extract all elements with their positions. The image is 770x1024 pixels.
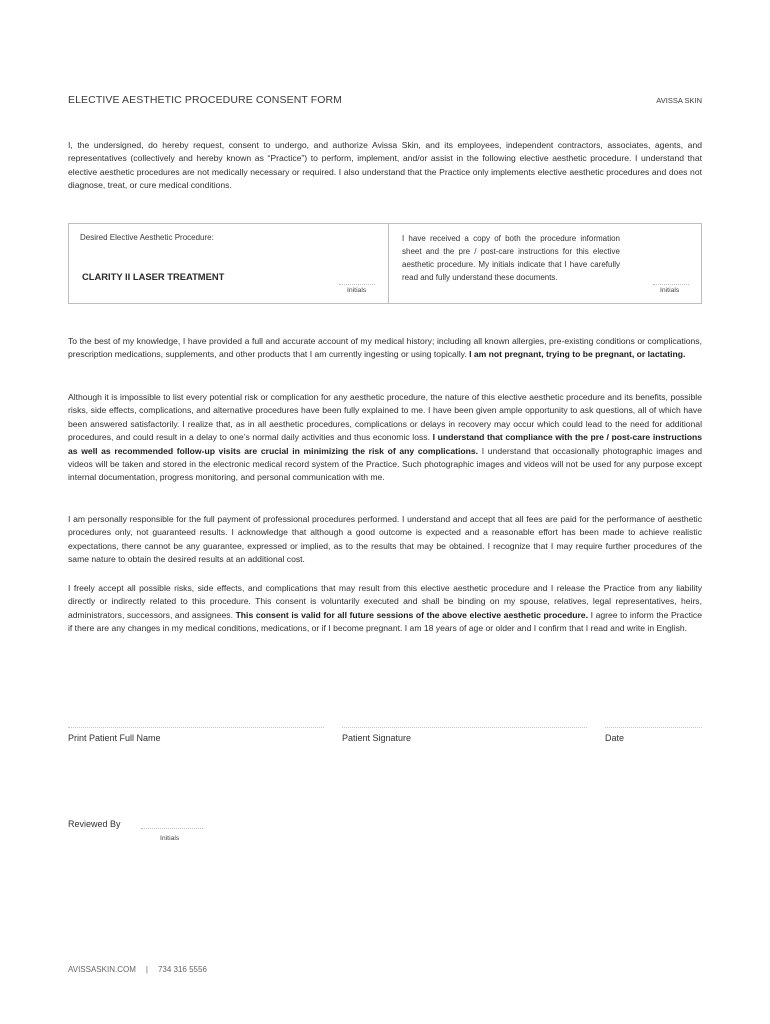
risks-paragraph: Although it is impossible to list every potential risk or complication for any aesthetic procedure, the nature of this elective aesthetic procedure and its benefits, possible risks, side effects, complications, and alternative procedures have been fully explained to me. I have been given ample opportunity to ask questions, all of which have been answered satisfactorily. I realize that, as in all aesthetic procedures, complications or delays in recovery may occur which could lead to the need for additional procedures, and could result in a delay to one’s normal daily activities and thus economic loss. I understand that compliance with the pre / post-care instructions as well as recommended follow-up visits are crucial in minimizing the risk of any complications. I understand that occasionally photographic images and videos will be taken and stored in the electronic medical record system of the Practice. Such photographic images and videos will not be used for any purpose except internal documentation, progress monitoring, and personal communication with me. (68, 392, 703, 483)
acknowledgement-initials-label: Initials (660, 287, 680, 294)
patient-signature-field[interactable] (342, 727, 587, 728)
acknowledgement-initials-field[interactable] (653, 284, 689, 285)
date-label: Date (605, 733, 625, 743)
date-field[interactable] (605, 727, 702, 728)
reviewed-by-label: Reviewed By (68, 819, 121, 829)
release-paragraph: I freely accept all possible risks, side effects, and complications that may result from this elective aesthetic procedure and I release the Practice from any liability directly or indirectly related to this procedure. This consent is voluntarily executed and shall be binding on my spouse, relatives, legal representatives, heirs, administrators, successors, and assignees. This consent is valid for all future sessions of the above elective aesthetic procedure. I agree to inform the Practice if there are any changes in my medical conditions, medications, or if I become pregnant. I am 18 years of age or older and I confirm that I read and write in English. (68, 583, 702, 634)
footer-separator: | (145, 965, 148, 974)
intro-paragraph: I, the undersigned, do hereby request, consent to undergo, and authorize Avissa Skin, and its employees, independent contractors, associates, agents, and representatives (collectively and hereby known as “Practice”) to perform, implement, and/or assist in the following elective aesthetic procedure. I understand that elective aesthetic procedures are not medically necessary or required. I also understand that the Practice only implements elective aesthetic procedures and does not diagnose, treat, or cure medical conditions. (68, 140, 702, 191)
consent-validity-statement: This consent is valid for all future sessions of the above elective aesthetic procedure. (235, 609, 588, 620)
footer-phone: 734 316 5556 (157, 965, 207, 974)
procedure-value: CLARITY II LASER TREATMENT (82, 271, 225, 282)
patient-name-field[interactable] (68, 727, 324, 728)
procedure-initials-field[interactable] (339, 284, 375, 285)
procedure-initials-label: Initials (347, 287, 367, 294)
reviewer-initials-field[interactable] (141, 828, 203, 829)
compliance-statement: I understand that compliance with the pre / post-care instructions as well as recommended follow-up visits are crucial in minimizing the risk of any complications. (68, 432, 702, 456)
brand-name: AVISSA SKIN (656, 96, 702, 105)
reviewer-initials-label: Initials (160, 835, 180, 842)
patient-signature-label: Patient Signature (342, 733, 412, 743)
footer (68, 965, 207, 974)
footer-website: AVISSASKIN.COM (68, 965, 136, 974)
pregnancy-statement: I am not pregnant, trying to be pregnant, or lactating. (469, 349, 686, 360)
medical-history-paragraph: To the best of my knowledge, I have provided a full and accurate account of my medical history; including all known allergies, pre-existing conditions or complications, prescription medications, supplements, and other products that I am currently ingesting or using topically. I am not pregnant, trying to be pregnant, or lactating. (68, 336, 702, 360)
payment-paragraph: I am personally responsible for the full payment of professional procedures performed. I understand and accept that all fees are paid for the performance of aesthetic procedures only, not guaranteed results. I acknowledge that although a good outcome is expected and a reasonable effort has been made to achieve realistic expectations, there cannot be any guarantee, expressed or implied, as to the results that may be obtained. I recognize that I may require further procedures of the same nature to obtain the desired results at an additional cost. (68, 514, 702, 565)
procedure-box-divider (388, 223, 389, 304)
procedure-label: Desired Elective Aesthetic Procedure: (80, 233, 214, 242)
form-title: ELECTIVE AESTHETIC PROCEDURE CONSENT FORM (68, 94, 343, 106)
patient-name-label: Print Patient Full Name (68, 733, 161, 743)
acknowledgement-text: I have received a copy of both the procedure information sheet and the pre / post-care instructions for this elective aesthetic procedure. My initials indicate that I have carefully read and fully understand these documents. (402, 234, 620, 282)
